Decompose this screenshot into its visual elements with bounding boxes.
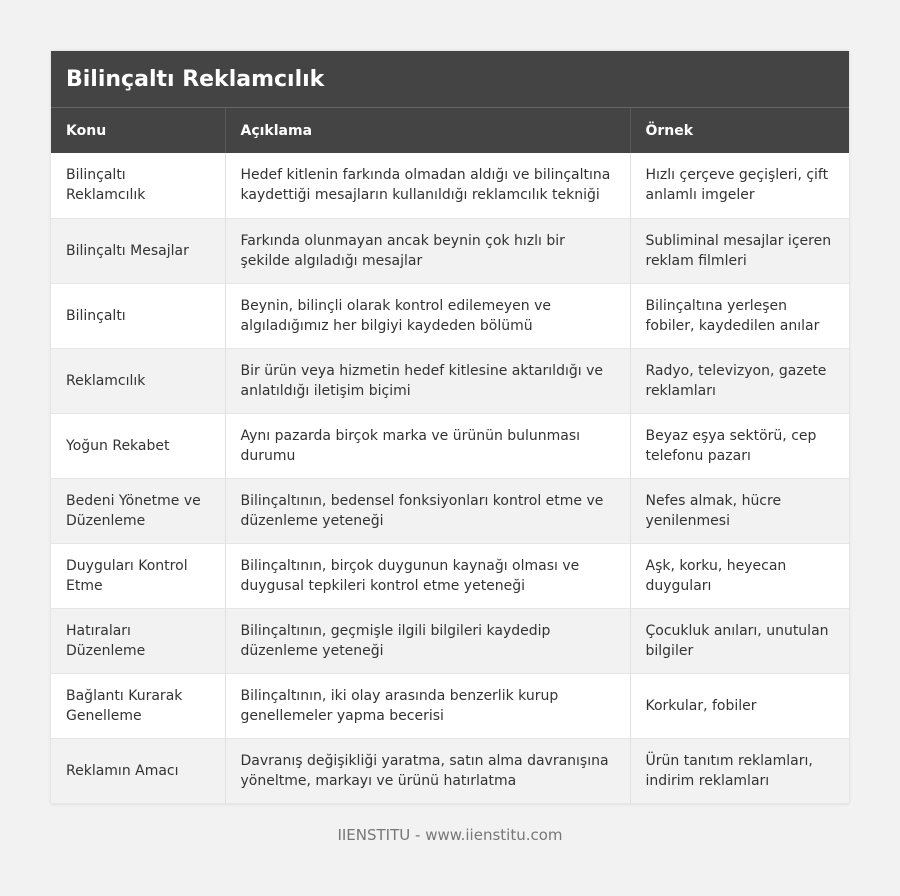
cell-aciklama: Bilinçaltının, geçmişle ilgili bilgileri kaydedip düzenleme yeteneği: [225, 608, 630, 673]
cell-ornek: Hızlı çerçeve geçişleri, çift anlamlı imgeler: [630, 153, 849, 218]
table-row: [51, 608, 849, 673]
cell-aciklama: Davranış değişikliği yaratma, satın alma davranışına yöneltme, markayı ve ürünü hatırlatma: [225, 738, 630, 803]
cell-konu: Hatıraları Düzenleme: [51, 608, 225, 673]
cell-ornek: Radyo, televizyon, gazete reklamları: [630, 348, 849, 413]
cell-konu: Reklamın Amacı: [51, 738, 225, 803]
header-row: [51, 108, 849, 153]
data-table: [51, 108, 849, 804]
table-row: [51, 283, 849, 348]
cell-ornek: Ürün tanıtım reklamları, indirim reklamları: [630, 738, 849, 803]
table-row: [51, 478, 849, 543]
cell-aciklama: Farkında olunmayan ancak beynin çok hızlı bir şekilde algıladığı mesajlar: [225, 218, 630, 283]
cell-konu: Yoğun Rekabet: [51, 413, 225, 478]
table-row: [51, 413, 849, 478]
column-header-aciklama: Açıklama: [225, 108, 630, 153]
table-row: [51, 153, 849, 218]
table-row: [51, 543, 849, 608]
cell-ornek: Nefes almak, hücre yenilenmesi: [630, 478, 849, 543]
cell-ornek: Çocukluk anıları, unutulan bilgiler: [630, 608, 849, 673]
table-row: [51, 218, 849, 283]
cell-aciklama: Bilinçaltının, bedensel fonksiyonları kontrol etme ve düzenleme yeteneği: [225, 478, 630, 543]
cell-ornek: Subliminal mesajlar içeren reklam filmleri: [630, 218, 849, 283]
cell-ornek: Aşk, korku, heyecan duyguları: [630, 543, 849, 608]
cell-ornek: Bilinçaltına yerleşen fobiler, kaydedilen anılar: [630, 283, 849, 348]
column-header-ornek: Örnek: [630, 108, 849, 153]
cell-aciklama: Beynin, bilinçli olarak kontrol edilemeyen ve algıladığımız her bilgiyi kaydeden bölümü: [225, 283, 630, 348]
footer-credit: IIENSTITU - www.iienstitu.com: [337, 826, 563, 844]
cell-ornek: Korkular, fobiler: [630, 673, 849, 738]
table-row: [51, 738, 849, 803]
cell-konu: Bedeni Yönetme ve Düzenleme: [51, 478, 225, 543]
cell-konu: Bağlantı Kurarak Genelleme: [51, 673, 225, 738]
cell-aciklama: Bir ürün veya hizmetin hedef kitlesine aktarıldığı ve anlatıldığı iletişim biçimi: [225, 348, 630, 413]
cell-aciklama: Aynı pazarda birçok marka ve ürünün bulunması durumu: [225, 413, 630, 478]
table-title: Bilinçaltı Reklamcılık: [51, 51, 849, 108]
table-row: [51, 673, 849, 738]
cell-konu: Bilinçaltı Reklamcılık: [51, 153, 225, 218]
cell-ornek: Beyaz eşya sektörü, cep telefonu pazarı: [630, 413, 849, 478]
cell-konu: Reklamcılık: [51, 348, 225, 413]
table-row: [51, 348, 849, 413]
cell-aciklama: Bilinçaltının, birçok duygunun kaynağı olması ve duygusal tepkileri kontrol etme yeteneği: [225, 543, 630, 608]
cell-konu: Bilinçaltı: [51, 283, 225, 348]
table-card: [51, 51, 849, 804]
cell-aciklama: Hedef kitlenin farkında olmadan aldığı ve bilinçaltına kaydettiği mesajların kullanıldığı reklamcılık tekniği: [225, 153, 630, 218]
column-header-konu: Konu: [51, 108, 225, 153]
cell-konu: Duyguları Kontrol Etme: [51, 543, 225, 608]
cell-konu: Bilinçaltı Mesajlar: [51, 218, 225, 283]
cell-aciklama: Bilinçaltının, iki olay arasında benzerlik kurup genellemeler yapma becerisi: [225, 673, 630, 738]
